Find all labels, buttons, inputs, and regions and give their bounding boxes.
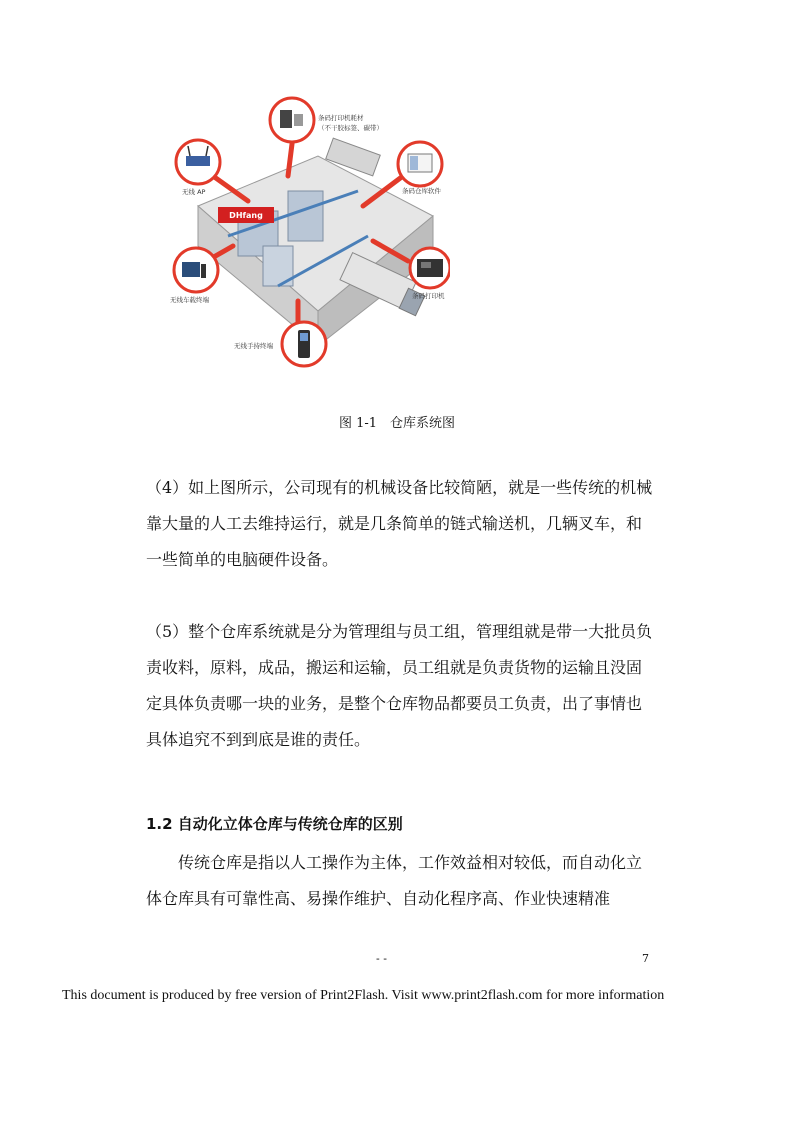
page-dash: - - (376, 952, 387, 965)
section-heading: 1.2 自动化立体仓库与传统仓库的区别 (146, 815, 403, 833)
paragraph-4: （4）如上图所示，公司现有的机械设备比较简陋，就是一些传统的机械靠大量的人工去维持运行，就是几条简单的链式输送机，几辆叉车，和一些简单的电脑硬件设备。 (146, 478, 653, 569)
logo-text: DHfang (229, 211, 263, 220)
warehouse-system-diagram (168, 96, 450, 376)
label-barcode-printer: 条码打印机 (412, 292, 445, 300)
warehouse-system-figure (168, 96, 450, 376)
storage-rack (288, 191, 323, 241)
device-barcode-supplies (270, 98, 383, 142)
device-handheld-terminal (234, 322, 326, 366)
device-vehicle-terminal (170, 248, 218, 304)
figure-caption: 图 1-1 仓库系统图 (338, 416, 456, 431)
label-barcode-supplies: 条码打印机耗材 (318, 114, 364, 122)
device-barcode-printer (410, 248, 450, 300)
footer-notice: This document is produced by free version of Print2Flash. Visit www.print2flash.com for more information (62, 988, 665, 1003)
page-number: 7 (642, 952, 649, 965)
label-barcode-supplies-sub: （不干胶标签、碳带） (318, 124, 383, 132)
device-barcode-software (398, 142, 442, 195)
label-barcode-software: 条码仓库软件 (402, 187, 441, 195)
device-wireless-ap (176, 140, 220, 196)
paragraph-5: （5）整个仓库系统就是分为管理组与员工组，管理组就是带一大批员负责收料，原料，成品，搬运和运输，员工组就是负责货物的运输且没固定具体负责哪一块的业务，是整个仓库物品都要员工负责，出了事情也具体追究不到到底是谁的责任。 (146, 622, 653, 749)
label-handheld-terminal: 无线手持终端 (234, 342, 273, 350)
label-wireless-ap: 无线 AP (182, 188, 206, 196)
label-vehicle-terminal: 无线车载终端 (170, 296, 209, 304)
section-body: 传统仓库是指以人工操作为主体，工作效益相对较低，而自动化立体仓库具有可靠性高、易操作维护、自动化程序高、作业快速精准 (146, 853, 643, 908)
